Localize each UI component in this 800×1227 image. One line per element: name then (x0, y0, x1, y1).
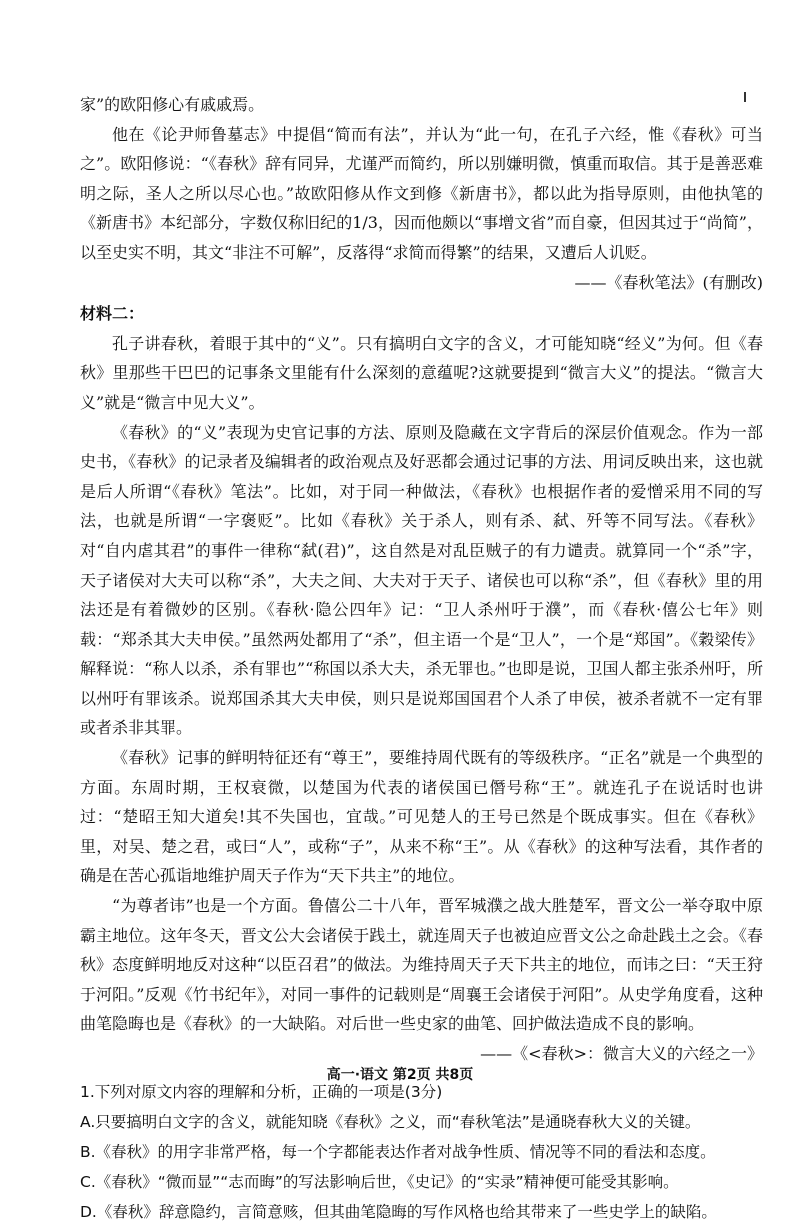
material2-paragraph-1: 孔子讲春秋，着眼于其中的“义”。只有搞明白文字的含义，才可能知晓“经义”为何。但《春秋》里那些干巴巴的记事条文里能有什么深刻的意蕴呢?这就要提到“微言大义”的提法。“微言大义”就是“微言中见大义”。 (80, 333, 763, 412)
page-footer: 高一·语文 第2页 共8页 (326, 1067, 474, 1083)
question-stem: 1.下列对原文内容的理解和分析，正确的一项是(3分) (80, 1082, 443, 1101)
option-d: D.《春秋》辞意隐约，言简意赅，但其曲笔隐晦的写作风格也给其带来了一些史学上的缺陷。 (80, 1202, 717, 1221)
source-citation: ——《春秋笔法》(有删改) (574, 272, 763, 292)
passage-paragraph: 他在《论尹师鲁墓志》中提倡“简而有法”，并认为“此一句，在孔子六经，惟《春秋》可当之”。欧阳修说：“《春秋》辞有同异，尤谨严而简约，所以别嫌明微，慎重而取信。其于是善恶难明之际，圣人之所以尽心也。”故欧阳修从作文到修《新唐书》，都以此为指导原则，由他执笔的《新唐书》本纪部分，字数仅称旧纪的1/3，因而他颇以“事增文省”而自豪，但因其过于“尚简”，以至史实不明，其文“非注不可解”，反落得“求简而得繁”的结果，又遭后人讥贬。 (80, 124, 763, 262)
option-c: C.《春秋》“微而显”“志而晦”的写法影响后世，《史记》的“实录”精神便可能受其影响。 (80, 1172, 679, 1191)
option-a: A.只要搞明白文字的含义，就能知晓《春秋》之义，而“春秋笔法”是通晓春秋大义的关键。 (80, 1112, 701, 1131)
document-page (80, 90, 763, 1227)
passage-intro-line: 家”的欧阳修心有戚戚焉。 (80, 95, 265, 114)
material2-paragraph-4: “为尊者讳”也是一个方面。鲁僖公二十八年，晋军城濮之战大胜楚军，晋文公一举夺取中原霸主地位。这年冬天，晋文公大会诸侯于践土，就连周天子也被迫应晋文公之命赴践土之会。《春秋》态度鲜明地反对这种“以臣召君”的做法。为维持周天子天下共主的地位，而讳之曰：“天王狩于河阳。”反观《竹书纪年》，对同一事件的记载则是“周襄王会诸侯于河阳”。从史学角度看，这种曲笔隐晦也是《春秋》的一大缺陷。对后世一些史家的曲笔、回护做法造成不良的影响。 (80, 896, 763, 1034)
option-b: B.《春秋》的用字非常严格，每一个字都能表达作者对战争性质、情况等不同的看法和态度。 (80, 1142, 716, 1161)
question-block (80, 1077, 763, 1227)
material2-paragraph-3: 《春秋》记事的鲜明特征还有“尊王”，要维持周代既有的等级秩序。“正名”就是一个典型的方面。东周时期，王权衰微，以楚国为代表的诸侯国已僭号称“王”。就连孔子在说话时也讲过：“楚昭王知大道矣!其不失国也，宜哉。”可见楚人的王号已然是个既成事实。但在《春秋》里，对吴、楚之君，或曰“人”，或称“子”，从来不称“王”。从《春秋》的这种写法看，其作者的确是在苦心孤诣地维护周天子作为“天下共主”的地位。 (80, 748, 763, 886)
section-heading-material2: 材料二： (80, 304, 145, 324)
source-citation-material2: ——《<春秋>：微言大义的六经之一》 (480, 1044, 763, 1063)
material2-paragraph-2: 《春秋》的“义”表现为史官记事的方法、原则及隐藏在文字背后的深层价值观念。作为一部史书，《春秋》的记录者及编辑者的政治观点及好恶都会通过记事的方法、用词反映出来，这也就是后人所谓“《春秋》笔法”。比如，对于同一种做法，《春秋》也根据作者的爱憎采用不同的写法，也就是所谓“一字褒贬”。比如《春秋》关于杀人，则有杀、弑、歼等不同写法。《春秋》对“自内虐其君”的事件一律称“弑(君)”，这自然是对乱臣贼子的有力谴责。就算同一个“杀”字，天子诸侯对大夫可以称“杀”，大夫之间、大夫对于天子、诸侯也可以称“杀”，但《春秋》里的用法还是有着微妙的区别。《春秋·隐公四年》记：“卫人杀州吁于濮”，而《春秋·僖公七年》则载：“郑杀其大夫申侯。”虽然两处都用了“杀”，但主语一个是“卫人”，一个是“郑国”。《穀梁传》解释说：“称人以杀，杀有罪也”“称国以杀大夫，杀无罪也。”也即是说，卫国人都主张杀州吁，所以州吁有罪该杀。说郑国杀其大夫申侯，则只是说郑国国君个人杀了申侯，被杀者就不一定有罪或者杀非其罪。 (80, 422, 763, 738)
